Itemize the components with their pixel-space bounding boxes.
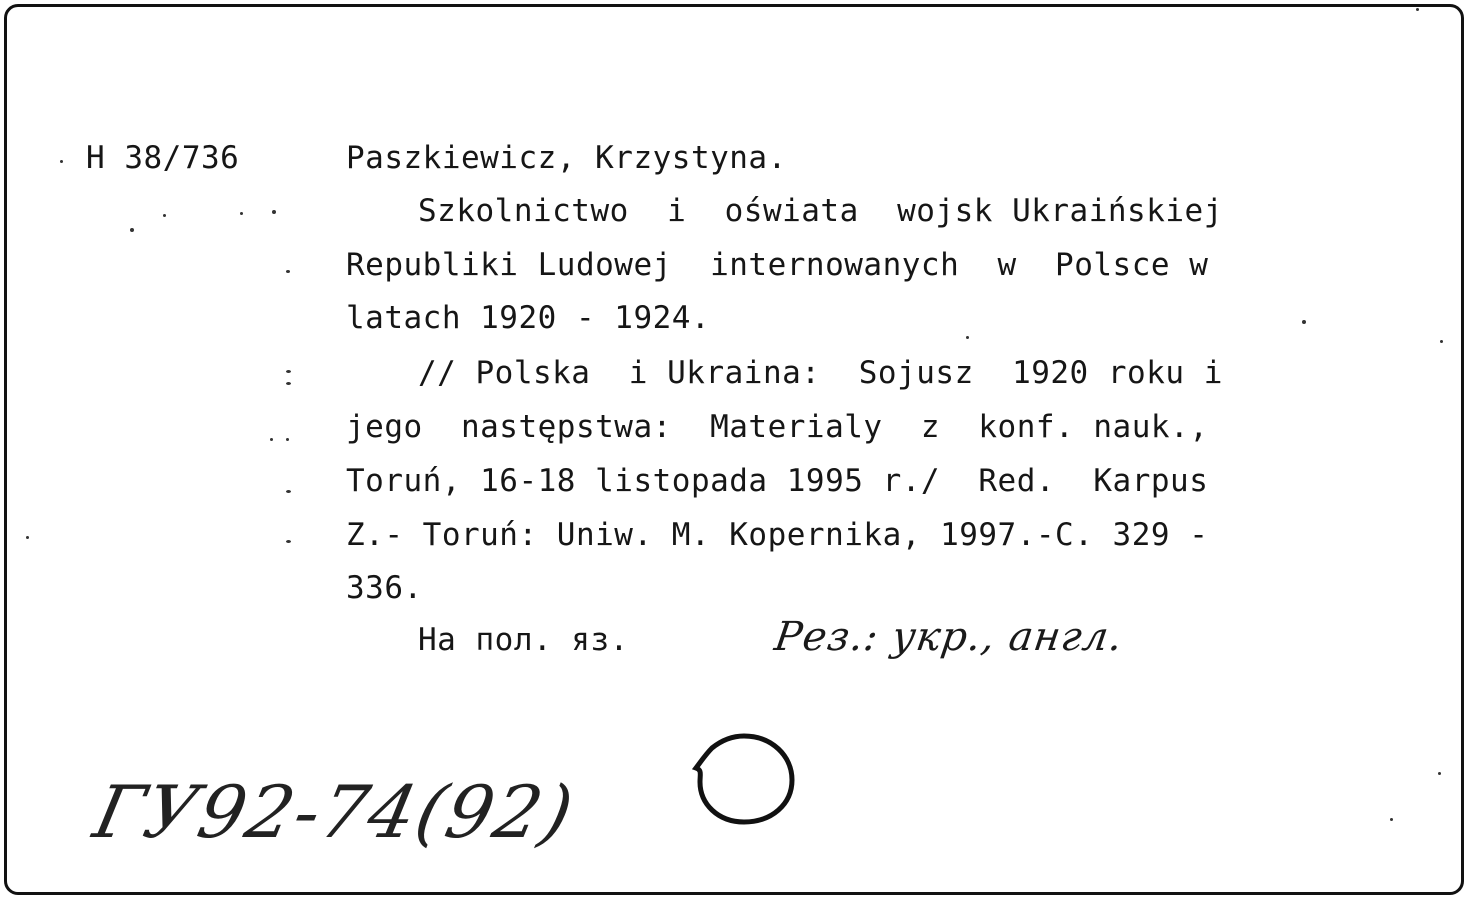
speck	[1438, 772, 1441, 775]
speck	[286, 438, 289, 441]
handwritten-summary-note: Рез.: укр., англ.	[771, 614, 1126, 660]
shelf-mark: Н 38/736	[86, 140, 240, 176]
speck	[286, 382, 291, 385]
source-line-1: // Polska i Ukraina: Sojusz 1920 roku i	[418, 355, 1223, 391]
title-line-1: Szkolnictwo i oświata wojsk Ukraińskiej	[418, 193, 1223, 229]
speck	[1416, 8, 1419, 11]
speck	[60, 160, 63, 163]
language-line: На пол. яз.	[418, 622, 629, 658]
pages-line: 336.	[346, 570, 423, 606]
title-line-3: latach 1920 - 1924.	[346, 300, 711, 336]
punch-hole-circle	[692, 730, 796, 826]
speck	[26, 536, 29, 539]
source-line-3: Toruń, 16-18 listopada 1995 r./ Red. Karpus	[346, 463, 1209, 499]
source-line-4: Z.- Toruń: Uniw. M. Kopernika, 1997.-С. 329 -	[346, 517, 1209, 553]
speck	[1390, 818, 1393, 821]
author-line: Paszkiewicz, Krzystyna.	[346, 140, 787, 176]
title-line-2: Republiki Ludowej internowanych w Polsce w	[346, 247, 1209, 283]
speck	[240, 212, 243, 215]
speck	[163, 214, 166, 217]
source-line-2: jego następstwa: Materialy z konf. nauk.,	[346, 409, 1209, 445]
speck	[270, 438, 273, 441]
speck	[286, 490, 291, 493]
speck	[1440, 340, 1443, 343]
speck	[286, 540, 291, 543]
handwritten-code: ГУ92-74(92)	[87, 770, 582, 854]
speck	[1302, 320, 1306, 324]
speck	[966, 336, 969, 339]
speck	[130, 228, 134, 232]
speck	[286, 270, 290, 273]
speck	[272, 210, 276, 214]
speck	[286, 370, 291, 373]
